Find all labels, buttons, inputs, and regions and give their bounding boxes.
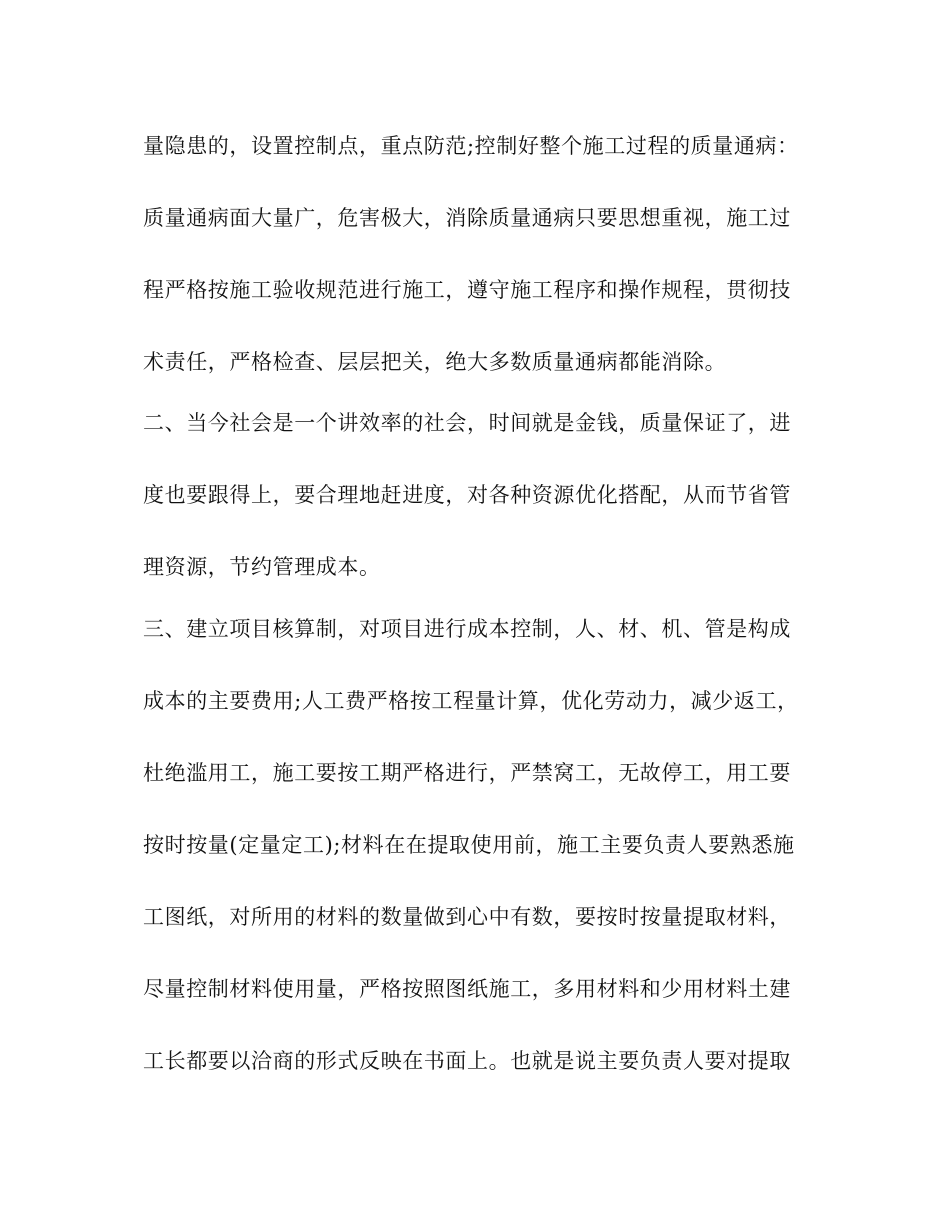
paragraph-line: 杜绝滥用工，施工要按工期严格进行，严禁窝工，无故停工，用工要 (143, 761, 791, 785)
paragraph-line: 程严格按施工验收规范进行施工，遵守施工程序和操作规程，贯彻技 (143, 278, 791, 302)
paragraph-line: 量隐患的，设置控制点，重点防范;控制好整个施工过程的质量通病： (143, 134, 799, 158)
paragraph-line: 工图纸，对所用的材料的数量做到心中有数，要按时按量提取材料， (143, 905, 791, 929)
section-three-heading-line: 三、建立项目核算制，对项目进行成本控制，人、材、机、管是构成 (143, 617, 791, 641)
paragraph-line: 术责任，严格检查、层层把关，绝大多数质量通病都能消除。 (143, 350, 727, 374)
paragraph-line: 成本的主要费用;人工费严格按工程量计算，优化劳动力，减少返工， (143, 689, 799, 713)
paragraph-line: 质量通病面大量广，危害极大，消除质量通病只要思想重视，施工过 (143, 206, 791, 230)
paragraph-line: 工长都要以洽商的形式反映在书面上。也就是说主要负责人要对提取 (143, 1049, 791, 1073)
section-two-heading-line: 二、当今社会是一个讲效率的社会，时间就是金钱，质量保证了，进 (143, 411, 791, 435)
paragraph-line: 按时按量(定量定工);材料在在提取使用前，施工主要负责人要熟悉施 (143, 833, 795, 857)
paragraph-line: 理资源，节约管理成本。 (143, 555, 381, 579)
paragraph-line: 尽量控制材料使用量，严格按照图纸施工，多用材料和少用材料土建 (143, 977, 791, 1001)
paragraph-line: 度也要跟得上，要合理地赶进度，对各种资源优化搭配，从而节省管 (143, 483, 791, 507)
